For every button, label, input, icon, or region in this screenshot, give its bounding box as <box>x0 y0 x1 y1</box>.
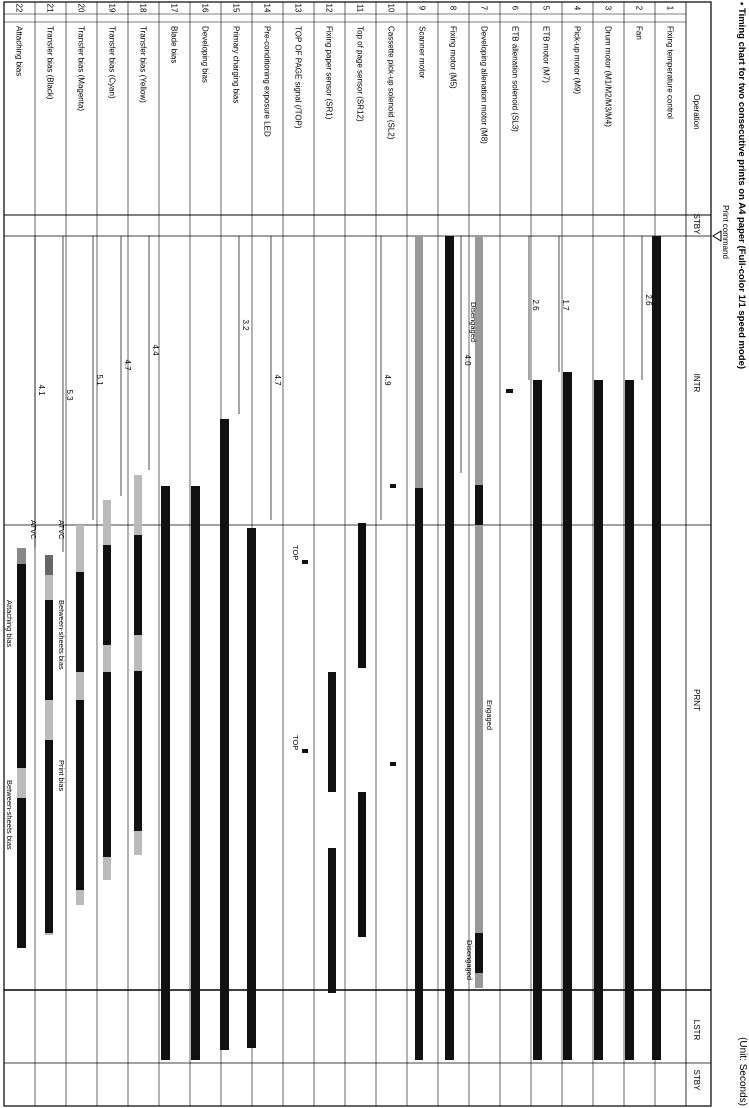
bar-blade <box>161 486 170 1060</box>
row-number: 9 <box>417 5 427 11</box>
svg-text:Disengaged: Disengaged <box>469 302 478 343</box>
bar-attaching-gray-2 <box>17 768 26 798</box>
bar-magenta-seg2 <box>76 700 84 890</box>
svg-text:2.6: 2.6 <box>531 299 540 311</box>
svg-text:5.3: 5.3 <box>65 389 74 401</box>
bar-pre-led <box>247 528 256 1048</box>
row-number: 7 <box>479 5 489 11</box>
bar-fixing-temp <box>652 236 661 1060</box>
row-number: 13 <box>293 3 303 13</box>
bar-attaching-gray-1 <box>17 548 26 564</box>
row-label: Primary charging bias <box>231 26 241 104</box>
row-label: Fixing motor (M5) <box>448 26 458 89</box>
bar-fan <box>625 380 634 1060</box>
row-number: 4 <box>572 5 582 11</box>
header-intr: INTR <box>692 373 701 393</box>
row-number: 5 <box>541 5 551 11</box>
row-number: 18 <box>138 3 148 13</box>
bar-scanner-gray <box>415 236 423 488</box>
row-label: Pre-conditioning exposure LED <box>262 26 272 137</box>
svg-text:4.7: 4.7 <box>123 359 132 371</box>
bar-top-signal-1 <box>302 560 308 564</box>
row-label: Scanner motor <box>417 26 427 79</box>
bar-pickup-motor <box>563 372 572 1060</box>
dimension-markers <box>35 236 642 552</box>
bar-dev-motor-gray <box>475 236 483 988</box>
svg-text:1.7: 1.7 <box>561 299 570 311</box>
row-number: 17 <box>169 3 179 13</box>
svg-text:TOP: TOP <box>291 735 300 751</box>
bar-cyan-seg1 <box>103 545 111 645</box>
row-number: 10 <box>386 3 396 13</box>
row-label: Fan <box>634 26 644 40</box>
header-lstr: LSTR <box>692 1019 701 1041</box>
bar-primary-charging <box>220 419 229 1050</box>
bar-fixing-sensor-2 <box>328 848 336 993</box>
row-label: Cassette pick-up solenoid (SL2) <box>386 26 396 140</box>
svg-text:4.1: 4.1 <box>37 384 46 396</box>
row-number: 3 <box>603 5 613 11</box>
bar-cassette-1 <box>390 484 396 488</box>
row-number: 12 <box>324 3 334 13</box>
row-labels <box>15 4 675 145</box>
chart-title: • Timing chart for two consecutive prints on A4 paper (Full-color 1/1 speed mode) <box>736 2 747 370</box>
row-number: 1 <box>665 5 675 11</box>
bar-etb-solenoid <box>506 389 513 393</box>
bar-yellow-seg1 <box>134 535 142 635</box>
row-dividers <box>35 2 655 1106</box>
row-label: TOP OF PAGE signal (/TOP) <box>293 26 303 129</box>
row-number: 21 <box>45 3 55 13</box>
unit-label: (Unit: Seconds) <box>737 1037 748 1106</box>
bar-top-sensor-1 <box>358 523 366 668</box>
row-label: Attaching bias <box>14 26 24 77</box>
svg-text:2.6: 2.6 <box>644 294 653 306</box>
row-number: 16 <box>200 3 210 13</box>
bar-attaching <box>17 548 26 948</box>
row-label: ETB allenation solenoid (SL3) <box>510 26 520 132</box>
svg-text:4.7: 4.7 <box>273 374 282 386</box>
bar-scanner <box>415 488 423 1060</box>
svg-text:4.9: 4.9 <box>383 374 392 386</box>
row-number: 11 <box>355 3 365 13</box>
bar-dev-motor-seg2 <box>475 933 483 973</box>
row-label: Transfer bias (Magenta) <box>76 26 86 112</box>
bar-black-seg2 <box>45 740 53 933</box>
row-label: Top of page sensor (SR12) <box>355 26 365 122</box>
row-label: Developing bias <box>200 26 210 83</box>
bar-etb-motor <box>533 380 542 1060</box>
svg-text:ATVC: ATVC <box>29 520 38 540</box>
row-number: 8 <box>448 5 458 11</box>
row-label: Transfer bias (Cyan) <box>107 26 117 99</box>
print-command-marker-icon <box>713 231 721 241</box>
row-number: 2 <box>634 5 644 11</box>
row-label: ETB motor (M7) <box>541 26 551 83</box>
row-number: 20 <box>76 3 86 13</box>
svg-text:4.4: 4.4 <box>151 344 160 356</box>
bar-drum-motor <box>594 380 603 1060</box>
bar-dev-motor-seg1 <box>475 485 483 525</box>
row-label: Transfer bias (Black) <box>45 26 55 100</box>
svg-text:Attaching bias: Attaching bias <box>5 600 14 648</box>
bar-top-signal-2 <box>302 749 308 753</box>
svg-text:Between-sheets bias: Between-sheets bias <box>5 780 14 850</box>
row-number: 14 <box>262 3 272 13</box>
row-label: Drum motor (M1/M2/M3/M4) <box>603 26 613 127</box>
header-stby-left: STBY <box>692 213 701 235</box>
row-label: Developing allenation motor (M8) <box>479 26 489 144</box>
svg-text:Disengaged: Disengaged <box>465 940 474 981</box>
bar-black-atvc <box>45 555 53 575</box>
bar-black-seg1 <box>45 600 53 700</box>
svg-text:TOP: TOP <box>291 545 300 561</box>
row-label: Fixing temperature control <box>665 26 675 119</box>
svg-text:Between-sheets bias: Between-sheets bias <box>57 600 66 670</box>
timing-bars <box>17 236 661 1060</box>
row-number: 15 <box>231 3 241 13</box>
row-label: Blade bias <box>169 26 179 64</box>
svg-text:ATVC: ATVC <box>57 520 66 540</box>
svg-text:Print bias: Print bias <box>57 760 66 792</box>
header-stby-right: STBY <box>692 1069 701 1091</box>
row-label: Pick-up motor (M9) <box>572 26 582 95</box>
svg-text:3.2: 3.2 <box>241 319 250 331</box>
svg-text:Engaged: Engaged <box>485 700 494 731</box>
bar-cassette-2 <box>390 762 396 766</box>
svg-text:5.1: 5.1 <box>95 374 104 386</box>
bar-fixing-motor <box>445 236 454 1060</box>
print-command-label: Print command <box>721 205 730 259</box>
header-operation: Operation <box>692 94 701 130</box>
bar-fixing-sensor-1 <box>328 672 336 792</box>
bar-yellow-seg2 <box>134 671 142 831</box>
row-number: 22 <box>14 3 24 13</box>
bar-developing <box>191 486 200 1060</box>
bar-magenta-seg1 <box>76 572 84 672</box>
header-prnt: PRNT <box>692 689 701 711</box>
row-number: 6 <box>510 5 520 11</box>
row-label: Transfer bias (Yellow) <box>138 26 148 103</box>
row-number: 19 <box>107 3 117 13</box>
bar-cyan-seg2 <box>103 672 111 857</box>
row-label: Fixing paper sensor (SR1) <box>324 26 334 120</box>
bar-top-sensor-2 <box>358 792 366 937</box>
svg-text:4.0: 4.0 <box>463 354 472 366</box>
